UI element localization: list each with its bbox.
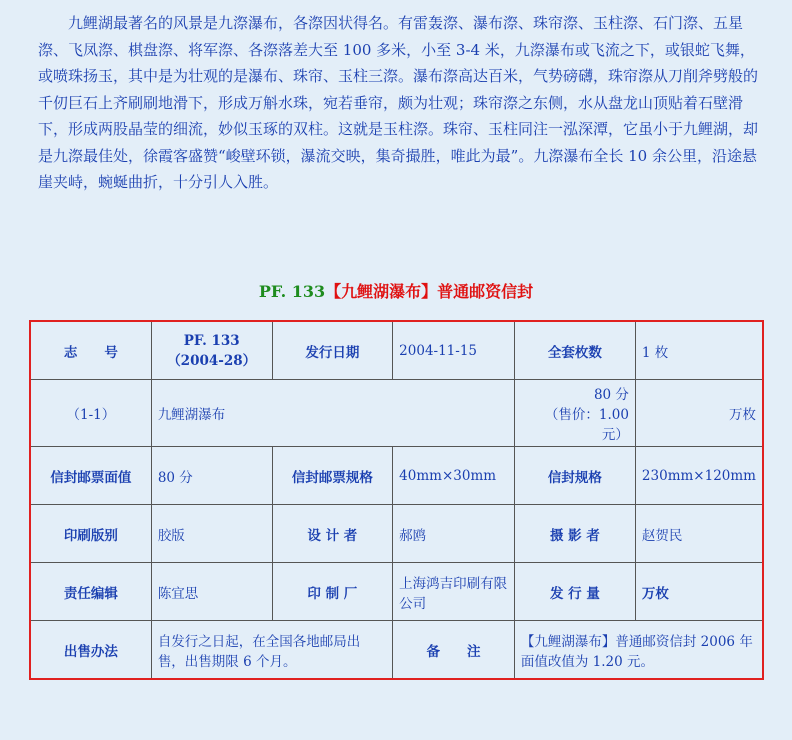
label-designer: 设 计 者 [272, 505, 393, 563]
sheet-title-code: PF. 133 [258, 282, 326, 301]
label-printer: 印 制 厂 [272, 563, 393, 621]
label-editor: 责任编辑 [30, 563, 151, 621]
label-circulation: 发 行 量 [514, 563, 635, 621]
value-print-type: 胶版 [151, 505, 272, 563]
value-circulation: 万枚 [635, 563, 763, 621]
intro-paragraph: 九鲤湖最著名的风景是九漈瀑布，各漈因状得名。有雷轰漈、瀑布漈、珠帘漈、玉柱漈、石门漈、五星漈、飞凤漈、棋盘漈、将军漈、各漈落差大至 100 多米，小至 3-4 米，九漈瀑布或飞流之下，或银蛇飞舞，或喷珠扬玉，其中是为壮观的是瀑布、珠帘、玉柱三漈。瀑布漈高达百米，气势磅礴，珠帘漈从刀削斧劈般的千仞巨石上齐刷刷地滑下，形成万斛水珠，宛若垂帘，颇为壮观；珠帘漈之东侧，水从盘龙山顶贴着石壁滑下，形成两股晶莹的细流，妙似玉琢的双柱。这就是玉柱漈。珠帘、玉柱同注一泓深潭，它虽小于九鲤湖，却是九漈最佳处，徐霞客盛赞“峻壁环锁，瀑流交映，集奇撮胜，唯此为最”。九漈瀑布全长 10 余公里，沿途悬崖夹峙，蜿蜒曲折，十分引人入胜。 [38, 14, 759, 191]
label-serial: 志 号 [30, 321, 151, 380]
table-row [30, 447, 763, 505]
value-stamp-face: 80 分 [151, 447, 272, 505]
value-remarks: 【九鲤湖瀑布】普通邮资信封 2006 年面值改值为 1.20 元。 [514, 621, 763, 680]
label-issue-date: 发行日期 [272, 321, 393, 380]
label-envelope-size: 信封规格 [514, 447, 635, 505]
sheet-title-name: 【九鲤湖瀑布】普通邮资信封 [325, 282, 534, 301]
label-sale-method: 出售办法 [30, 621, 151, 680]
label-remarks: 备 注 [393, 621, 515, 680]
value-issue-date: 2004-11-15 [393, 321, 515, 380]
label-print-type: 印刷版别 [30, 505, 151, 563]
item-number: （1-1） [30, 380, 151, 447]
value-photographer: 赵贺民 [635, 505, 763, 563]
value-sale-method: 自发行之日起，在全国各地邮局出售，出售期限 6 个月。 [151, 621, 392, 680]
value-designer: 郝鸥 [393, 505, 515, 563]
value-serial-year: （2004-28） [167, 352, 257, 369]
item-face-value [514, 380, 635, 447]
value-envelope-size: 230mm×120mm [635, 447, 763, 505]
table-row [30, 563, 763, 621]
value-set-count: 1 枚 [635, 321, 763, 380]
value-printer: 上海鸿吉印刷有限公司 [393, 563, 515, 621]
value-editor: 陈宜思 [151, 563, 272, 621]
table-row [30, 380, 763, 447]
sheet-title [0, 279, 792, 302]
value-serial [151, 321, 272, 380]
label-stamp-size: 信封邮票规格 [272, 447, 393, 505]
value-stamp-size: 40mm×30mm [393, 447, 515, 505]
table-row [30, 505, 763, 563]
value-serial-code: PF. 133 [183, 332, 240, 349]
item-name: 九鲤湖瀑布 [151, 380, 514, 447]
label-photographer: 摄 影 者 [514, 505, 635, 563]
table-row [30, 621, 763, 680]
stamp-info-table [29, 320, 764, 680]
label-set-count: 全套枚数 [514, 321, 635, 380]
label-stamp-face: 信封邮票面值 [30, 447, 151, 505]
table-row [30, 321, 763, 380]
item-face: 80 分 [593, 387, 629, 403]
item-price: （售价：1.00 元） [544, 407, 629, 443]
item-quantity: 万枚 [635, 380, 763, 447]
